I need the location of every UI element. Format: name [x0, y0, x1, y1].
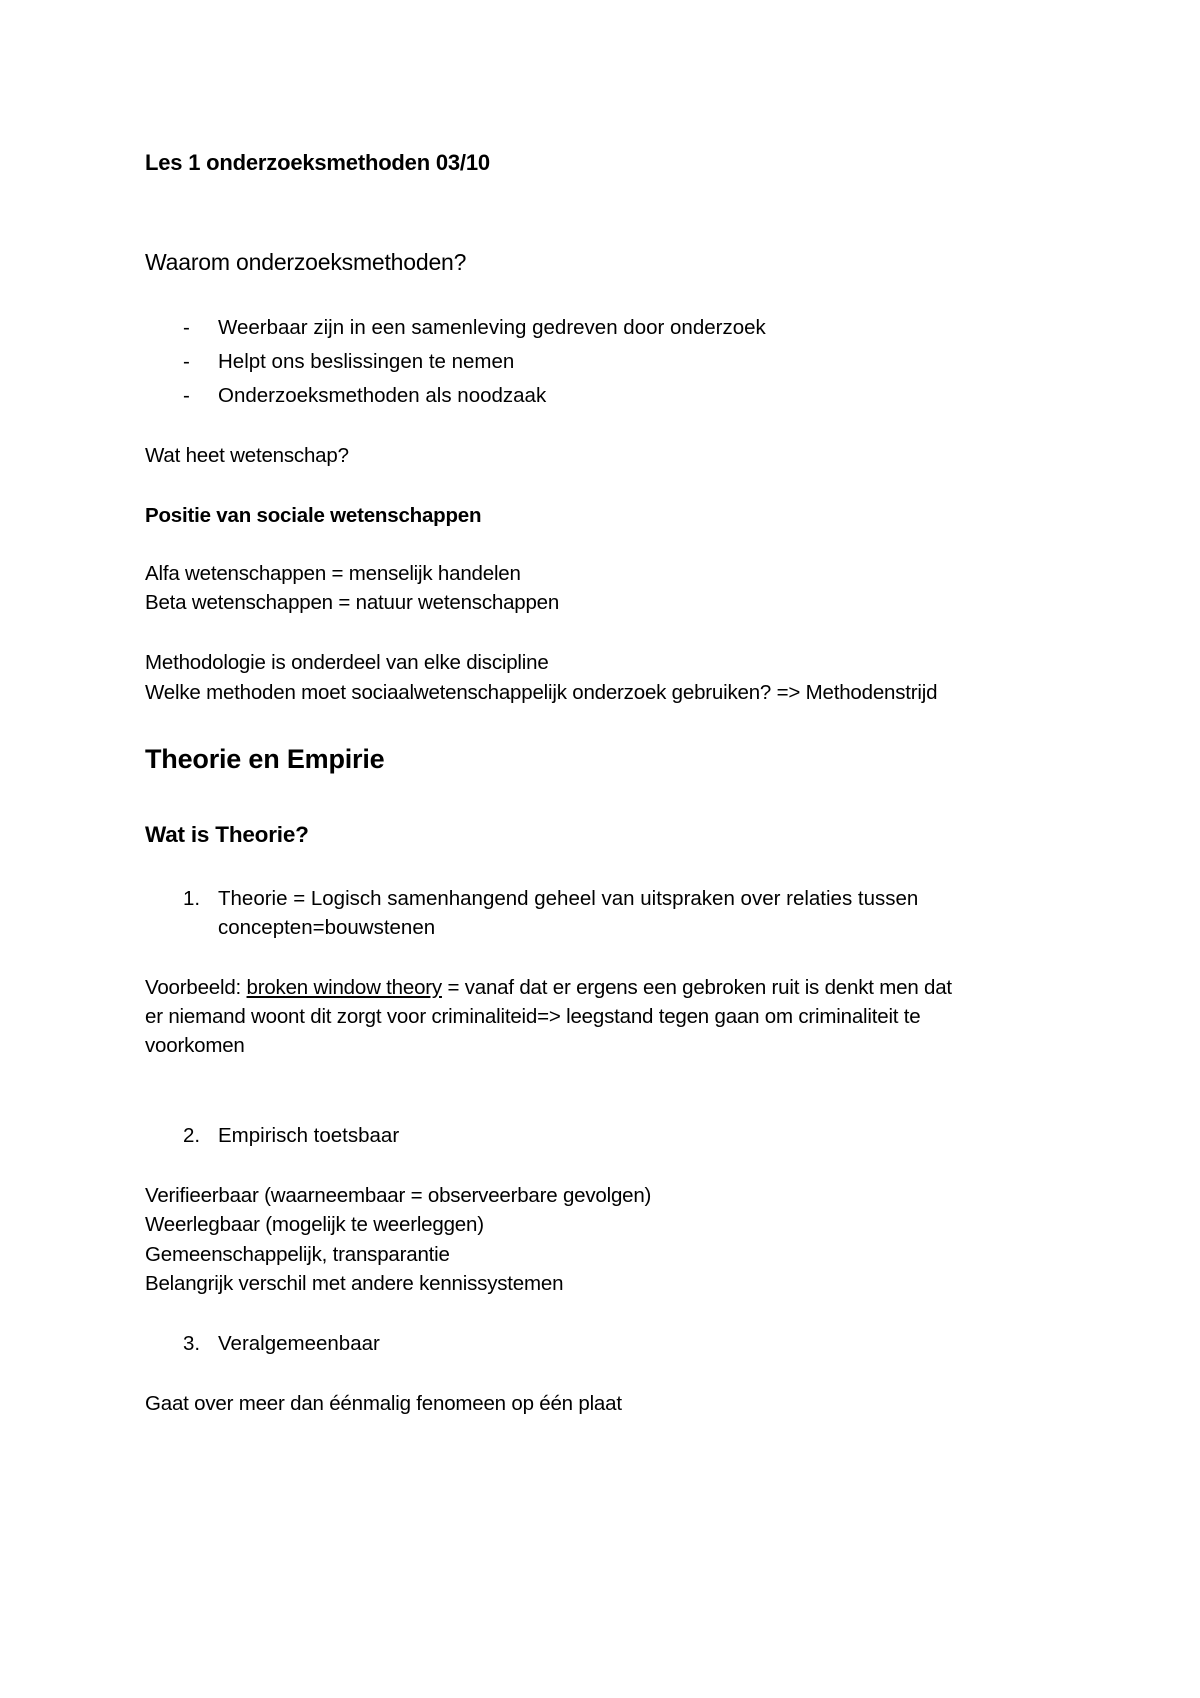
section-subtitle-why: Waarom onderzoeksmethoden?	[145, 249, 467, 275]
numbered-item-text: Theorie = Logisch samenhangend geheel van uitspraken over relaties tussen	[218, 887, 919, 910]
paragraph-example-line-2: er niemand woont dit zorgt voor criminaliteid=> leegstand tegen gaan om criminaliteit te	[145, 1005, 921, 1028]
list-item-text: Onderzoeksmethoden als noodzaak	[218, 384, 547, 407]
paragraph-methodology: Methodologie is onderdeel van elke discipline	[145, 651, 549, 674]
list-item-text: Helpt ons beslissingen te nemen	[218, 350, 515, 373]
paragraph-property: Verifieerbaar (waarneembaar = observeerbare gevolgen)	[145, 1184, 652, 1207]
paragraph-beta: Beta wetenschappen = natuur wetenschappen	[145, 591, 560, 614]
number-marker: 2.	[183, 1124, 201, 1147]
bullet-dash: -	[183, 316, 190, 339]
example-text: = vanaf dat er ergens een gebroken ruit is denkt men dat	[441, 976, 952, 999]
numbered-item-text: concepten=bouwstenen	[218, 916, 436, 939]
heading-what-is-theory: Wat is Theorie?	[145, 822, 309, 847]
numbered-item-text: Empirisch toetsbaar	[218, 1124, 400, 1147]
paragraph-property: Gemeenschappelijk, transparantie	[145, 1243, 450, 1266]
bullet-dash: -	[183, 384, 190, 407]
bullet-dash: -	[183, 350, 190, 373]
paragraph-generalizable: Gaat over meer dan éénmalig fenomeen op één plaat	[145, 1392, 622, 1415]
heading-theory-empirie: Theorie en Empirie	[145, 744, 385, 774]
paragraph-science-question: Wat heet wetenschap?	[145, 444, 349, 467]
number-marker: 1.	[183, 887, 201, 910]
paragraph-example-line-3: voorkomen	[145, 1034, 245, 1057]
paragraph-property: Belangrijk verschil met andere kennissystemen	[145, 1272, 564, 1295]
paragraph-alfa: Alfa wetenschappen = menselijk handelen	[145, 562, 521, 585]
list-item-text: Weerbaar zijn in een samenleving gedreven door onderzoek	[218, 316, 766, 339]
number-marker: 3.	[183, 1332, 201, 1355]
example-prefix: Voorbeeld:	[145, 976, 247, 999]
paragraph-methods-question: Welke methoden moet sociaalwetenschappelijk onderzoek gebruiken? => Methodenstrijd	[145, 681, 938, 704]
numbered-item-text: Veralgemeenbaar	[218, 1332, 380, 1355]
heading-position: Positie van sociale wetenschappen	[145, 504, 482, 527]
document-title: Les 1 onderzoeksmethoden 03/10	[145, 150, 490, 175]
example-term: broken window theory	[246, 976, 442, 999]
paragraph-property: Weerlegbaar (mogelijk te weerleggen)	[145, 1213, 484, 1236]
paragraph-example-line-1	[145, 973, 952, 1002]
